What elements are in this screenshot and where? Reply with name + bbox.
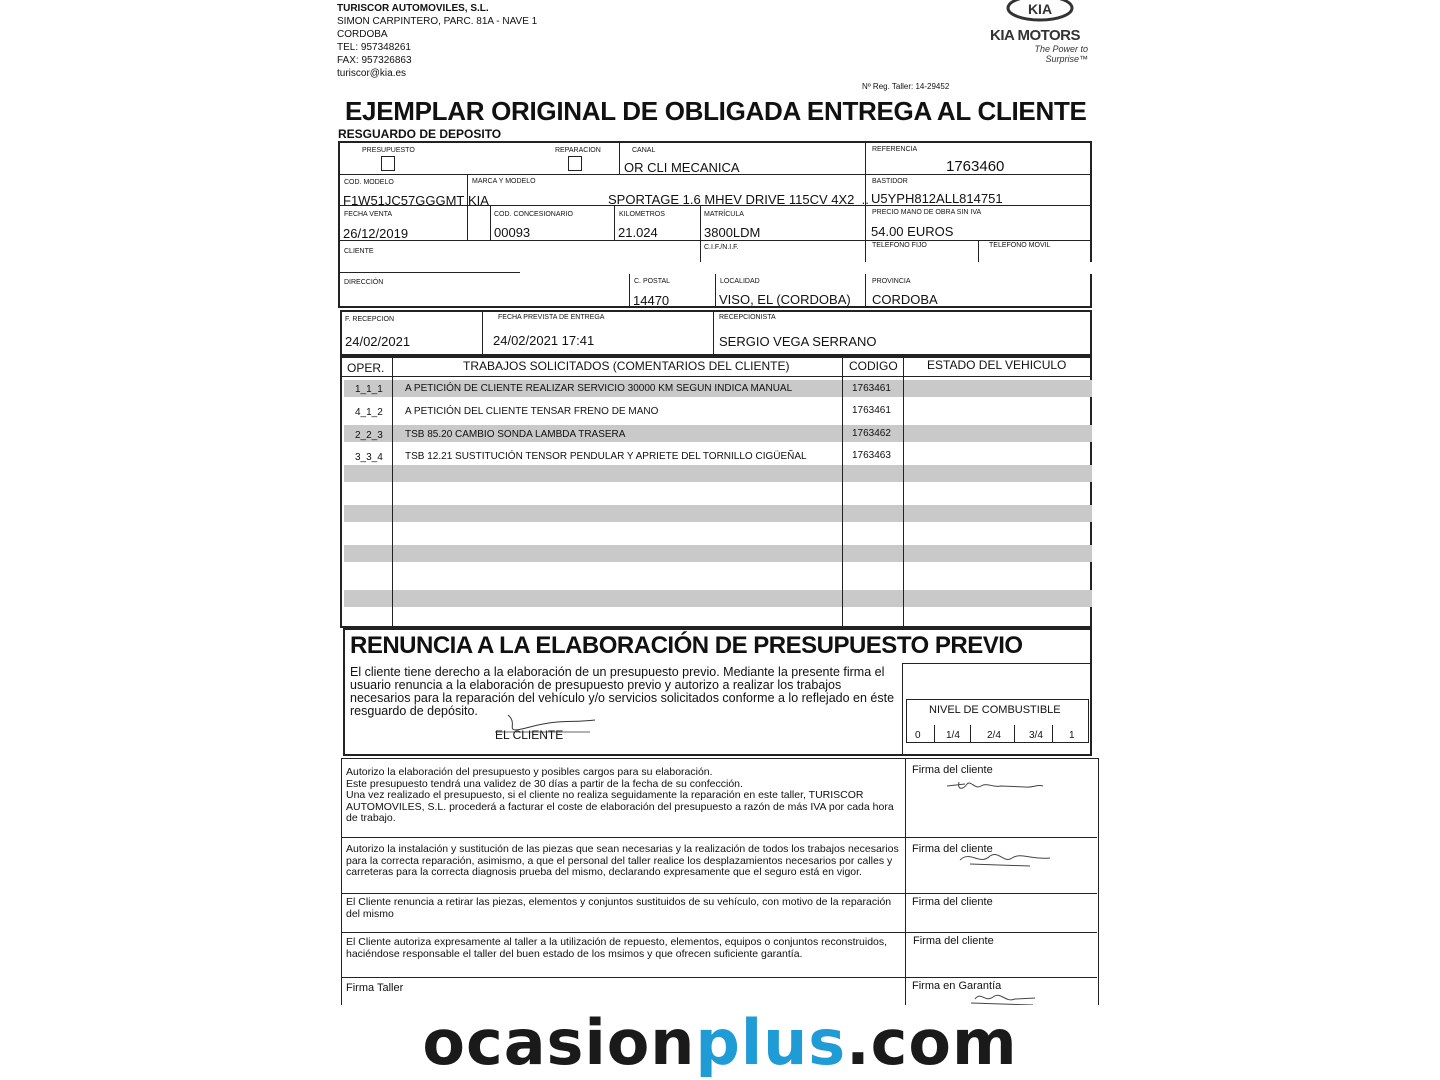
recepcionista-value: SERGIO VEGA SERRANO (719, 334, 877, 349)
bastidor-value: U5YPH812ALL814751 (871, 191, 1003, 206)
clause-sign-label: Firma del cliente (913, 935, 994, 947)
code-cell: 1763462 (852, 428, 891, 439)
fuel-title: NIVEL DE COMBUSTIBLE (929, 704, 1061, 716)
label-tel-movil: TELEFONO MOVIL (989, 242, 1051, 249)
brand-tagline: The Power to Surprise™ (1034, 44, 1088, 64)
kia-oval-icon (990, 0, 1090, 24)
kia-logo (990, 0, 1090, 64)
reg-number: Nº Reg. Taller: 14-29452 (862, 82, 950, 91)
presupuesto-checkbox[interactable] (381, 156, 395, 171)
watermark-part2: plus (695, 1006, 847, 1079)
label-cpostal: C. POSTAL (634, 278, 671, 285)
localidad-value: VISO, EL (CORDOBA) (719, 292, 851, 307)
oper-cell: 3_3_4 (355, 452, 383, 463)
label-cod-modelo: COD. MODELO (344, 179, 394, 186)
label-fecha-venta: FECHA VENTA (344, 211, 393, 218)
f-recepcion-value: 24/02/2021 (345, 334, 411, 349)
modelo-value: SPORTAGE 1.6 MHEV DRIVE 115CV 4X2 .. (608, 192, 869, 207)
work-cell: A PETICIÓN DE CLIENTE REALIZAR SERVICIO 30000 KM SEGUN INDICA MANUAL (405, 383, 793, 394)
fuel-level-3: 3/4 (1029, 730, 1043, 741)
reception-box (340, 310, 1092, 356)
page-subtitle: RESGUARDO DE DEPOSITO (338, 127, 502, 141)
fuel-level-2: 2/4 (987, 730, 1001, 741)
redaction-cliente (520, 262, 1092, 274)
label-marca-modelo: MARCA Y MODELO (472, 178, 536, 185)
label-referencia: REFERENCIA (872, 146, 918, 153)
referencia-value: 1763460 (946, 158, 1005, 175)
label-cliente: CLIENTE (344, 248, 374, 255)
fuel-level-0: 0 (915, 730, 921, 741)
cod-modelo-value: F1W51JC57GGGMT (343, 193, 465, 208)
signature-icon (945, 778, 1045, 794)
el-cliente-label: EL CLIENTE (495, 728, 564, 742)
label-cod-concesionario: COD. CONCESIONARIO (494, 211, 573, 218)
clause-sign-label: Firma del cliente (912, 843, 993, 855)
kia-logo-text: KIA (1027, 1, 1053, 17)
label-kilometros: KILOMETROS (619, 211, 665, 218)
provincia-value: CORDOBA (872, 292, 938, 307)
label-fecha-prevista: FECHA PREVISTA DE ENTREGA (498, 314, 605, 321)
cpostal-value: 14470 (633, 293, 670, 308)
clause-text: El Cliente renuncia a retirar las piezas, elementos y conjuntos sustituidos de su vehículo, con motivo de la reparación del mismo (346, 896, 892, 920)
brand-name: KIA MOTORS (990, 27, 1081, 44)
cod-concesionario-value: 00093 (494, 225, 531, 240)
label-cif: C.I.F./N.I.F. (704, 244, 739, 251)
label-tel-fijo: TELEFONO FIJO (872, 242, 927, 249)
label-localidad: LOCALIDAD (720, 278, 760, 285)
watermark-part3: .com (846, 1006, 1018, 1079)
col-trabajos-header: TRABAJOS SOLICITADOS (COMENTARIOS DEL CLIENTE) (463, 359, 790, 373)
clause-text: El Cliente autoriza expresamente al taller a la utilización de repuesto, elementos, equipos o conjuntos reconstruidos, haciéndose responsable el taller del buen estado de los msimos y que ofrecen suficiente garantía. (346, 936, 888, 960)
client-signature-icon (480, 705, 600, 745)
work-cell: A PETICIÓN DEL CLIENTE TENSAR FRENO DE MANO (405, 406, 659, 417)
kilometros-value: 21.024 (618, 225, 658, 240)
col-codigo-header: CODIGO (849, 359, 898, 373)
clause-sign-label: Firma del cliente (912, 764, 993, 776)
company-tel: TEL: 957348261 (337, 42, 411, 53)
page-title: EJEMPLAR ORIGINAL DE OBLIGADA ENTREGA AL CLIENTE (345, 96, 1087, 126)
code-cell: 1763461 (852, 405, 891, 416)
label-matricula: MATRÍCULA (704, 211, 744, 218)
clause-text: Autorizo la instalación y sustitución de las piezas que sean necesarias y la realización de todos los trabajos necesarios para la correcta reparación, asimismo, a que el personal del taller realice los desplazamientos necesarios por calles y carreteras para la correcta diagnosis prueba del mismo, declarando expresamente que el seguro está en vigor. (346, 843, 899, 878)
signature-icon (950, 846, 1060, 870)
company-city: CORDOBA (337, 29, 388, 40)
firma-garantia-label: Firma en Garantía (912, 980, 1002, 992)
reparacion-checkbox[interactable] (568, 156, 582, 171)
code-cell: 1763461 (852, 383, 891, 394)
firma-taller-label: Firma Taller (346, 982, 404, 994)
precio-mano-value: 54.00 EUROS (871, 224, 954, 239)
renuncia-text: El cliente tiene derecho a la elaboración de un presupuesto previo. Mediante la presente firma el usuario renuncia a la elaboración de presupuesto previo y autorizo a realizar los trabajos necesarios para la reparación del vehículo y/o servicios solicitados conforme a lo reflejado en éste resguardo de depósito. (350, 665, 895, 718)
clause-sign-label: Firma del cliente (912, 896, 993, 908)
clause-text: Autorizo la elaboración del presupuesto y posibles cargos para su elaboración. Este presupuesto tendrá una validez de 30 días a partir de la fecha de su confección. Una vez realizado el presupuesto, si el cliente no realiza seguidamente la reparación en este taller, TURISCOR AUTOMOVILES, S.L. procederá a facturar el coste de elaboración del presupuesto a razón de más IVA por cada hora de trabajo. (346, 766, 894, 824)
fuel-level-4: 1 (1069, 730, 1075, 741)
oper-cell: 2_2_3 (355, 430, 383, 441)
company-email: turiscor@kia.es (337, 68, 407, 79)
label-provincia: PROVINCIA (872, 278, 911, 285)
oper-cell: 4_1_2 (355, 407, 383, 418)
company-name: TURISCOR AUTOMOVILES, S.L. (337, 3, 489, 14)
col-oper-header: OPER. (347, 361, 385, 375)
marca-value: KIA (468, 193, 489, 208)
canal-value: OR CLI MECANICA (624, 160, 740, 175)
renuncia-title: RENUNCIA A LA ELABORACIÓN DE PRESUPUESTO PREVIO (350, 632, 1023, 659)
label-precio-mano: PRECIO MANO DE OBRA SIN IVA (872, 209, 982, 216)
company-fax: FAX: 957326863 (337, 55, 412, 66)
matricula-value: 3800LDM (704, 225, 761, 240)
company-address: SIMON CARPINTERO, PARC. 81A - NAVE 1 (337, 16, 538, 27)
watermark-part1: ocasion (422, 1006, 696, 1079)
fecha-venta-value: 26/12/2019 (343, 226, 409, 241)
label-canal: CANAL (632, 147, 656, 154)
col-estado-header: ESTADO DEL VEHICULO (927, 358, 1067, 372)
company-block (337, 2, 537, 80)
label-bastidor: BASTIDOR (872, 178, 908, 185)
label-recepcionista: RECEPCIONISTA (719, 314, 776, 321)
fecha-prevista-value: 24/02/2021 17:41 (493, 333, 595, 348)
fuel-level-1: 1/4 (946, 730, 960, 741)
code-cell: 1763463 (852, 450, 891, 461)
work-cell: TSB 85.20 CAMBIO SONDA LAMBDA TRASERA (405, 429, 626, 440)
label-f-recepcion: F. RECEPCION (345, 316, 395, 323)
label-direccion: DIRECCIÓN (344, 279, 384, 286)
label-reparacion: REPARACION (555, 147, 601, 154)
oper-cell: 1_1_1 (355, 384, 383, 395)
work-cell: TSB 12.21 SUSTITUCIÓN TENSOR PENDULAR Y APRIETE DEL TORNILLO CIGÜEÑAL (405, 451, 807, 462)
label-presupuesto: PRESUPUESTO (362, 147, 415, 154)
watermark (0, 1005, 1440, 1080)
